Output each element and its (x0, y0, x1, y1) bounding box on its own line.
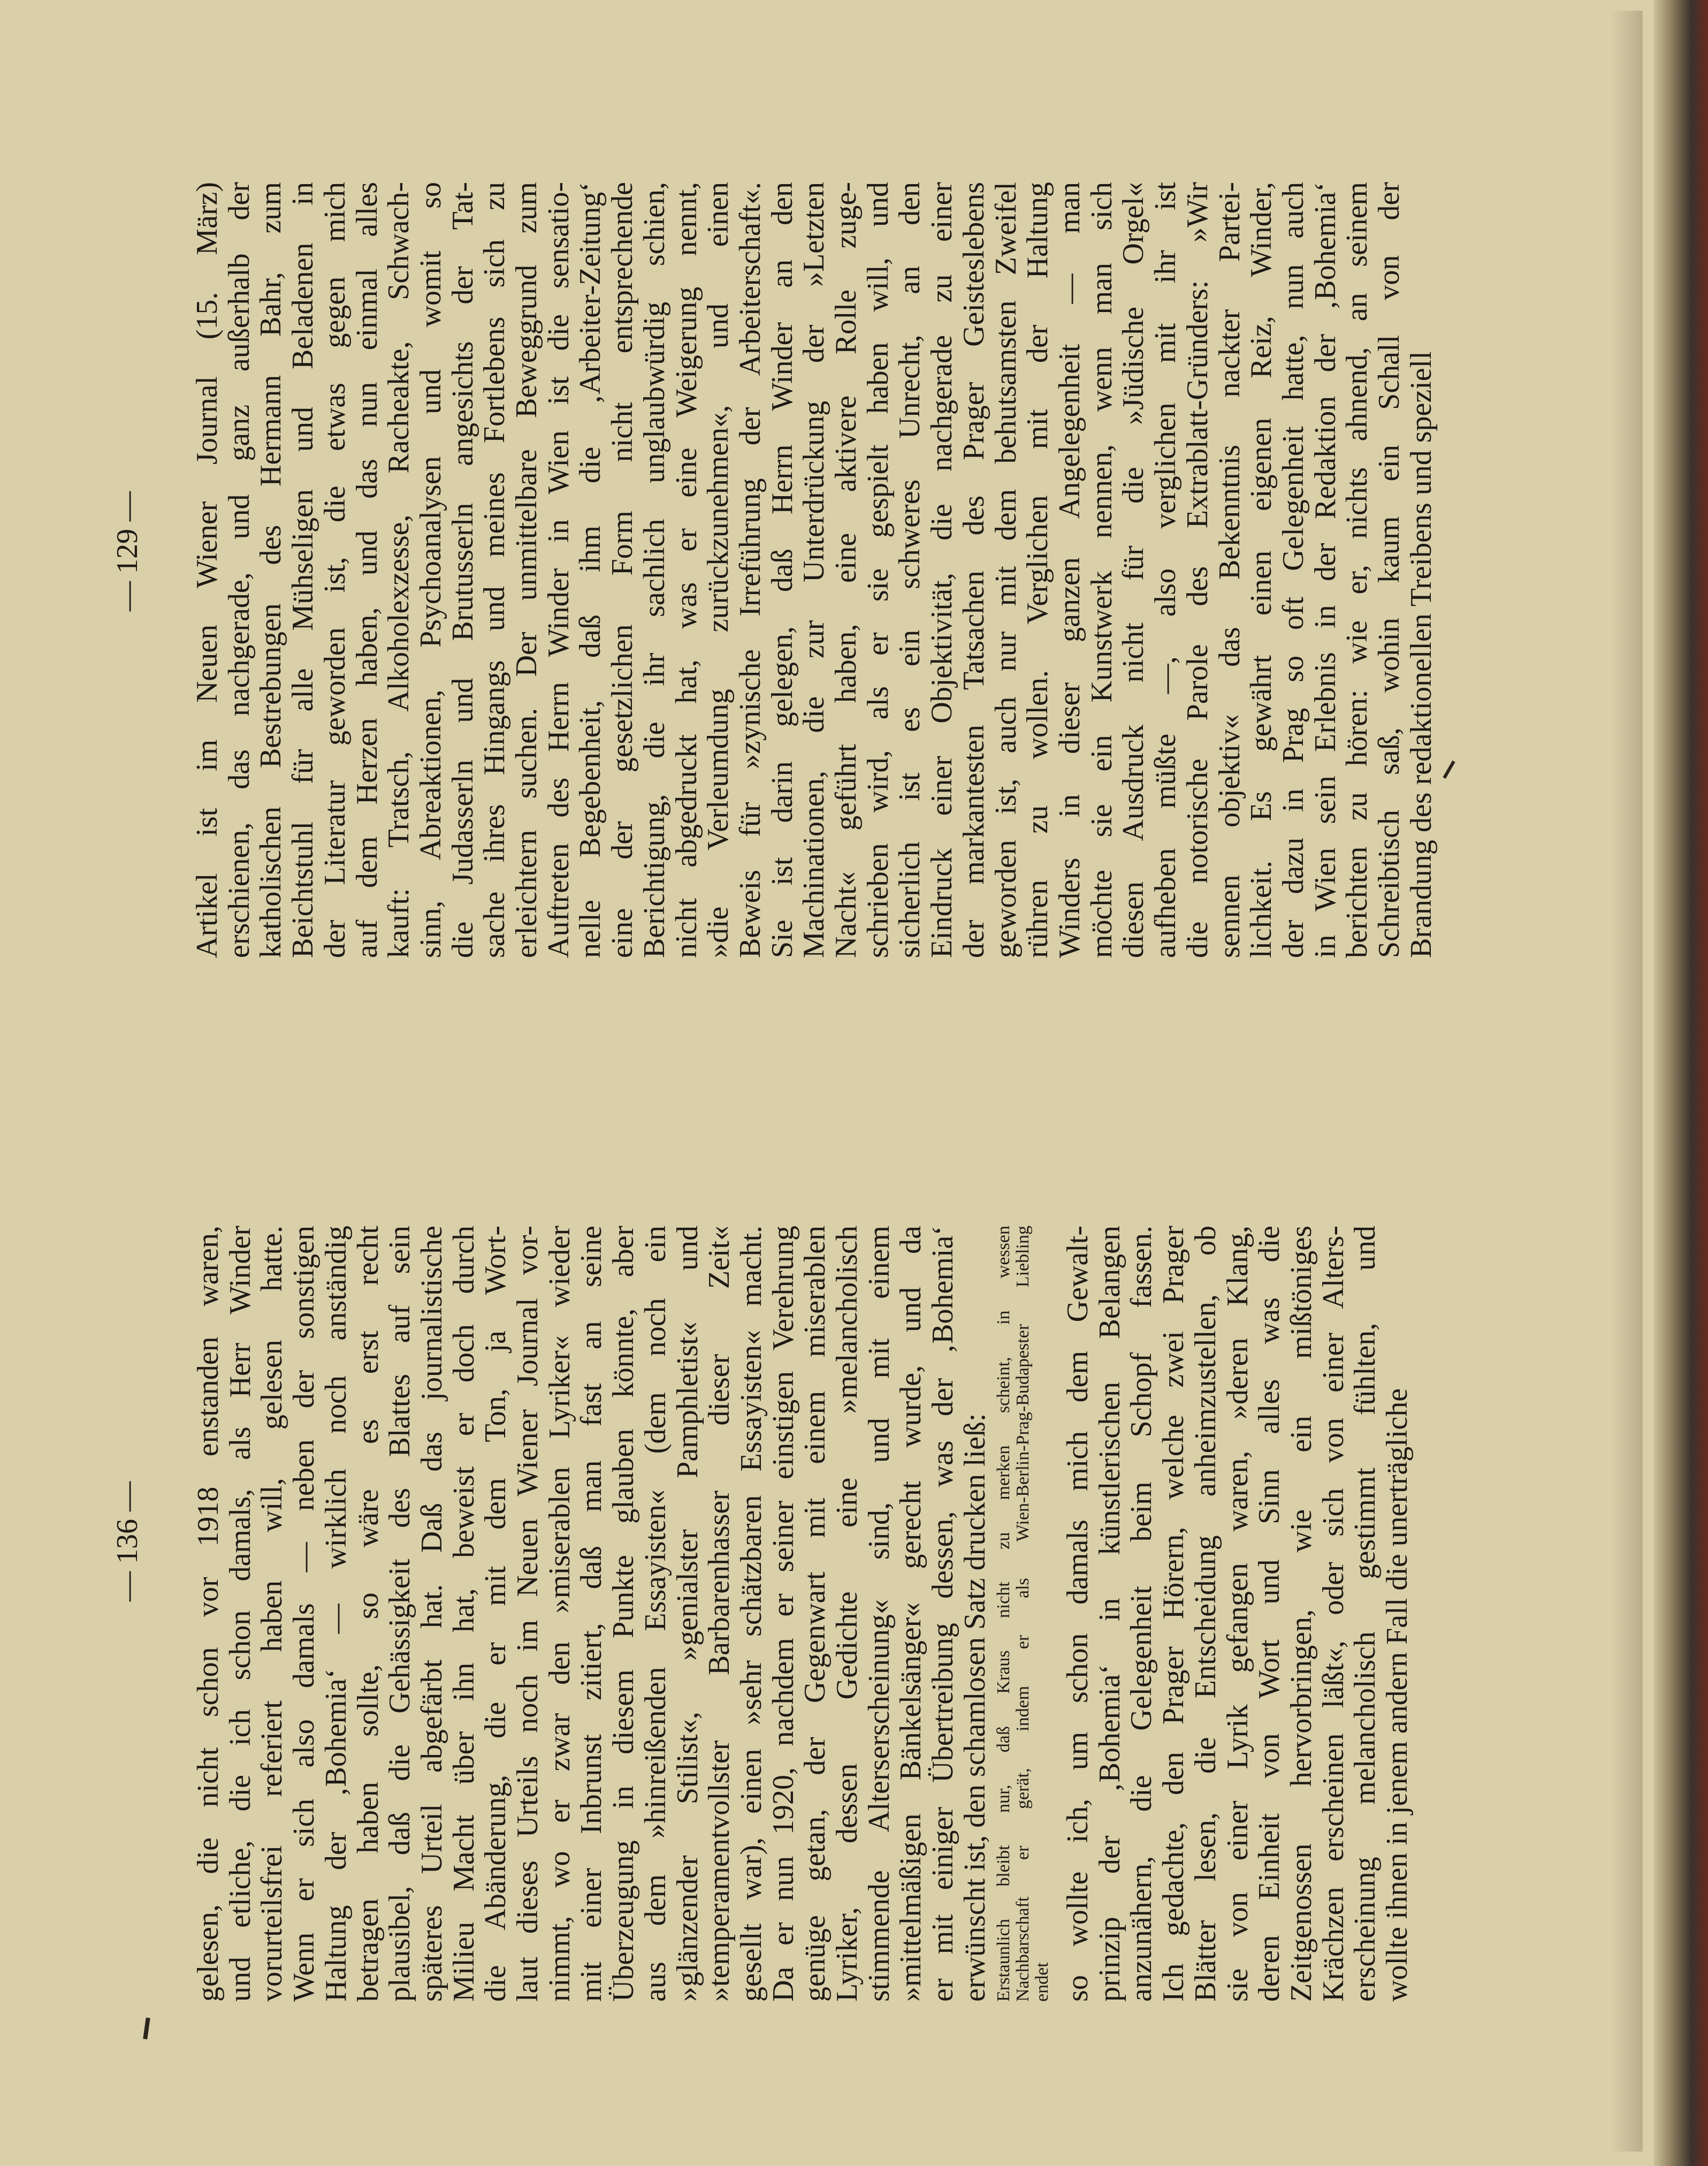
text-line: laut dieses Urteils noch im Neuen Wiener Journal vor- (511, 1226, 545, 2002)
text-line: »mittelmäßigen Bänkelsänger« gerecht wurde, und da (894, 1226, 928, 2002)
text-line: »temperamentvollster Barbarenhasser dieser Zeit« (703, 1226, 736, 2002)
text-line: nelle Begebenheit, daß ihm die ‚Arbeiter-Zeitung‘ (574, 182, 607, 958)
text-line: Eindruck einer Objektivität, die nachgerade zu einer (925, 182, 959, 958)
text-line: eine der gesetzlichen Form nicht entsprechende (606, 182, 639, 958)
text-line: Blätter lesen, die Entscheidung anheimzustellen, ob (1188, 1226, 1222, 2002)
text-line: Beichtstuhl für alle Mühseligen und Beladenen in (286, 182, 320, 958)
text-line: deren Einheit von Wort und Sinn alles was die (1253, 1226, 1286, 2002)
text-line: schrieben wird, als er sie gespielt haben will, und (861, 182, 895, 958)
text-line: Nachbarschaft er gerät, indem er als Wien-Berlin-Prag-Budapester Liebling (1013, 1226, 1033, 2002)
text-line: Ich gedachte, den Prager Hörern, welche zwei Prager (1157, 1226, 1191, 2002)
text-line: geworden ist, auch nur mit dem behutsamsten Zweifel (989, 182, 1023, 958)
text-line: Wenn er sich also damals — neben der sonstigen (287, 1226, 321, 2002)
text-line: Winders in dieser ganzen Angelegenheit — man (1053, 182, 1086, 958)
page-edge-shadow (1611, 11, 1643, 2152)
text-line: plausibel, daß die Gehässigkeit des Blattes auf sein (383, 1226, 417, 2002)
text-line: Zeitgenossen hervorbringen, wie ein mißtöniges (1284, 1226, 1318, 2002)
text-line: nimmt, wo er zwar den »miserablen Lyriker« wieder (543, 1226, 576, 2002)
text-line: rühren zu wollen. Verglichen mit der Haltung (1021, 182, 1055, 958)
text-line: sennen objektiv« das Bekenntnis nackter Partei- (1213, 182, 1246, 958)
text-line: gelesen, die nicht schon vor 1918 enstanden waren, (192, 1226, 225, 2002)
text-line: »die Verleumdung zurückzunehmen«, und einen (702, 182, 735, 958)
text-line: prinzip der ‚Bohemia‘ in künstlerischen Belangen (1093, 1226, 1126, 2002)
text-line: möchte sie ein Kunstwerk nennen, wenn man sich (1085, 182, 1118, 958)
text-line: berichten zu hören: wie er, nichts ahnend, an seinem (1340, 182, 1374, 958)
text-line: wollte ihnen in jenem andern Fall die unerträgliche (1381, 1388, 1414, 2002)
text-line: Sie ist darin gelegen, daß Herrn Winder an den (765, 182, 799, 958)
text-line: die notorische Parole des Extrablatt-Gründers: »Wir (1180, 182, 1214, 958)
text-line: Haltung der ‚Bohemia‘ — wirklich noch anständig (319, 1226, 353, 2002)
text-line: erscheinung melancholisch gestimmt fühlten, und (1348, 1226, 1382, 2002)
text-line: der dazu in Prag so oft Gelegenheit hatte, nun auch (1276, 182, 1310, 958)
text-line: die Abänderung, die er mit dem Ton, ja Wort- (479, 1226, 513, 2002)
text-line: diesen Ausdruck nicht für die »Jüdische Orgel« (1117, 182, 1150, 958)
text-line: Krächzen erscheinen läßt«, oder sich von einer Alters- (1316, 1226, 1350, 2002)
text-line: so wollte ich, um schon damals mich dem Gewalt- (1061, 1226, 1094, 2002)
text-line: sache ihres Hingangs und meines Fortlebens sich zu (478, 182, 512, 958)
text-line: genüge getan, der Gegenwart mit einem miserablen (798, 1226, 832, 2002)
text-line: in Wien sein Erlebnis in der Redaktion der ‚Bohemia‘ (1308, 182, 1342, 958)
text-line: Milieu Macht über ihn hat, beweist er doch durch (447, 1226, 481, 2002)
text-line: Erstaunlich bleibt nur, daß Kraus nicht zu merken scheint, in wessen (994, 1226, 1013, 2002)
text-line: Da er nun 1920, nachdem er seiner einstigen Verehrung (766, 1226, 800, 2002)
text-line: vorurteilsfrei referiert haben will, gelesen hatte. (255, 1226, 289, 2002)
text-line: kauft: Tratsch, Alkoholexzesse, Racheakte, Schwach- (382, 182, 416, 958)
text-line: Artikel ist im Neuen Wiener Journal (15. März) (190, 182, 224, 958)
page-129-column (192, 182, 1437, 958)
text-line: gesellt war), einen »sehr schätzbaren Essayisten« macht. (734, 1226, 768, 2002)
text-line: erschienen, das nachgerade, und ganz außerhalb der (222, 182, 256, 958)
text-line: stimmende Alterserscheinung« sind, und mit einem (862, 1226, 896, 2002)
text-line: sinn, Abreaktionen, Psychoanalysen und womit so (414, 182, 447, 958)
text-line: mit einer Inbrunst zitiert, daß man fast an seine (575, 1226, 608, 2002)
text-line: endet (1032, 1962, 1052, 2002)
page-136-footnote (994, 1226, 1052, 2002)
text-line: Brandung des redaktionellen Treibens und speziell (1404, 351, 1438, 958)
text-line: betragen haben sollte, so wäre es erst recht (351, 1226, 385, 2002)
book-spine (1653, 0, 1708, 2166)
text-line: nicht abgedruckt hat, was er eine Weigerung nennt, (669, 182, 703, 958)
text-line: auf dem Herzen haben, und das nun einmal alles (350, 182, 384, 958)
text-line: der Literatur geworden ist, die etwas gegen mich (318, 182, 352, 958)
text-line: Lyriker, dessen Gedichte eine »melancholisch (830, 1226, 864, 2002)
text-line: aufheben müßte —, also verglichen mit ihr ist (1149, 182, 1183, 958)
text-line: aus dem »hinreißenden Essayisten« (dem noch ein (638, 1226, 672, 2002)
page-number-136: — 136 — (111, 1481, 144, 1601)
text-line: sie von einer Lyrik gefangen waren, »deren Klang, (1221, 1226, 1254, 2002)
text-line: der markantesten Tatsachen des Prager Geisteslebens (957, 182, 990, 958)
text-line: anzunähern, die Gelegenheit beim Schopf fassen. (1125, 1226, 1158, 2002)
text-line: Berichtigung, die ihr sachlich unglaubwürdig schien, (637, 182, 671, 958)
text-line: »glänzender Stilist«, »genialster Pamphletist« und (670, 1226, 704, 2002)
text-line: Machinationen, die zur Unterdrückung der »Letzten (797, 182, 831, 958)
text-line: Beweis für »zynische Irreführung der Arbeiterschaft«. (733, 182, 767, 958)
page-136-column-a (193, 1226, 992, 2002)
page-number-129: — 129 — (111, 491, 144, 611)
text-line: katholischen Bestrebungen des Hermann Bahr, zum (254, 182, 288, 958)
text-line: und etliche, die ich schon damals, als Herr Winder (223, 1226, 257, 2002)
text-line: sicherlich ist es ein schweres Unrecht, an den (893, 182, 927, 958)
text-line: er mit einiger Übertreibung dessen, was der ‚Bohemia‘ (926, 1226, 960, 2002)
text-line: späteres Urteil abgefärbt hat. Daß das journalistische (415, 1226, 448, 2002)
text-line: Überzeugung in diesem Punkte glauben könnte, aber (607, 1226, 640, 2002)
text-line: Nacht« geführt haben, eine aktivere Rolle zuge- (829, 182, 863, 958)
text-line: Auftreten des Herrn Winder in Wien ist die sensatio- (542, 182, 575, 958)
text-line: erleichtern suchen. Der unmittelbare Beweggrund zum (510, 182, 544, 958)
text-line: die Judasserln und Brutusserln angesichts der Tat- (446, 182, 479, 958)
text-line: erwünscht ist, den schamlosen Satz drucken ließ: (958, 1413, 992, 2002)
page-136-column-b (1062, 1226, 1414, 2002)
text-line: Schreibtisch saß, wohin kaum ein Schall von der (1372, 182, 1406, 958)
text-line: lichkeit. Es gewährt einen eigenen Reiz, Winder, (1245, 182, 1278, 958)
